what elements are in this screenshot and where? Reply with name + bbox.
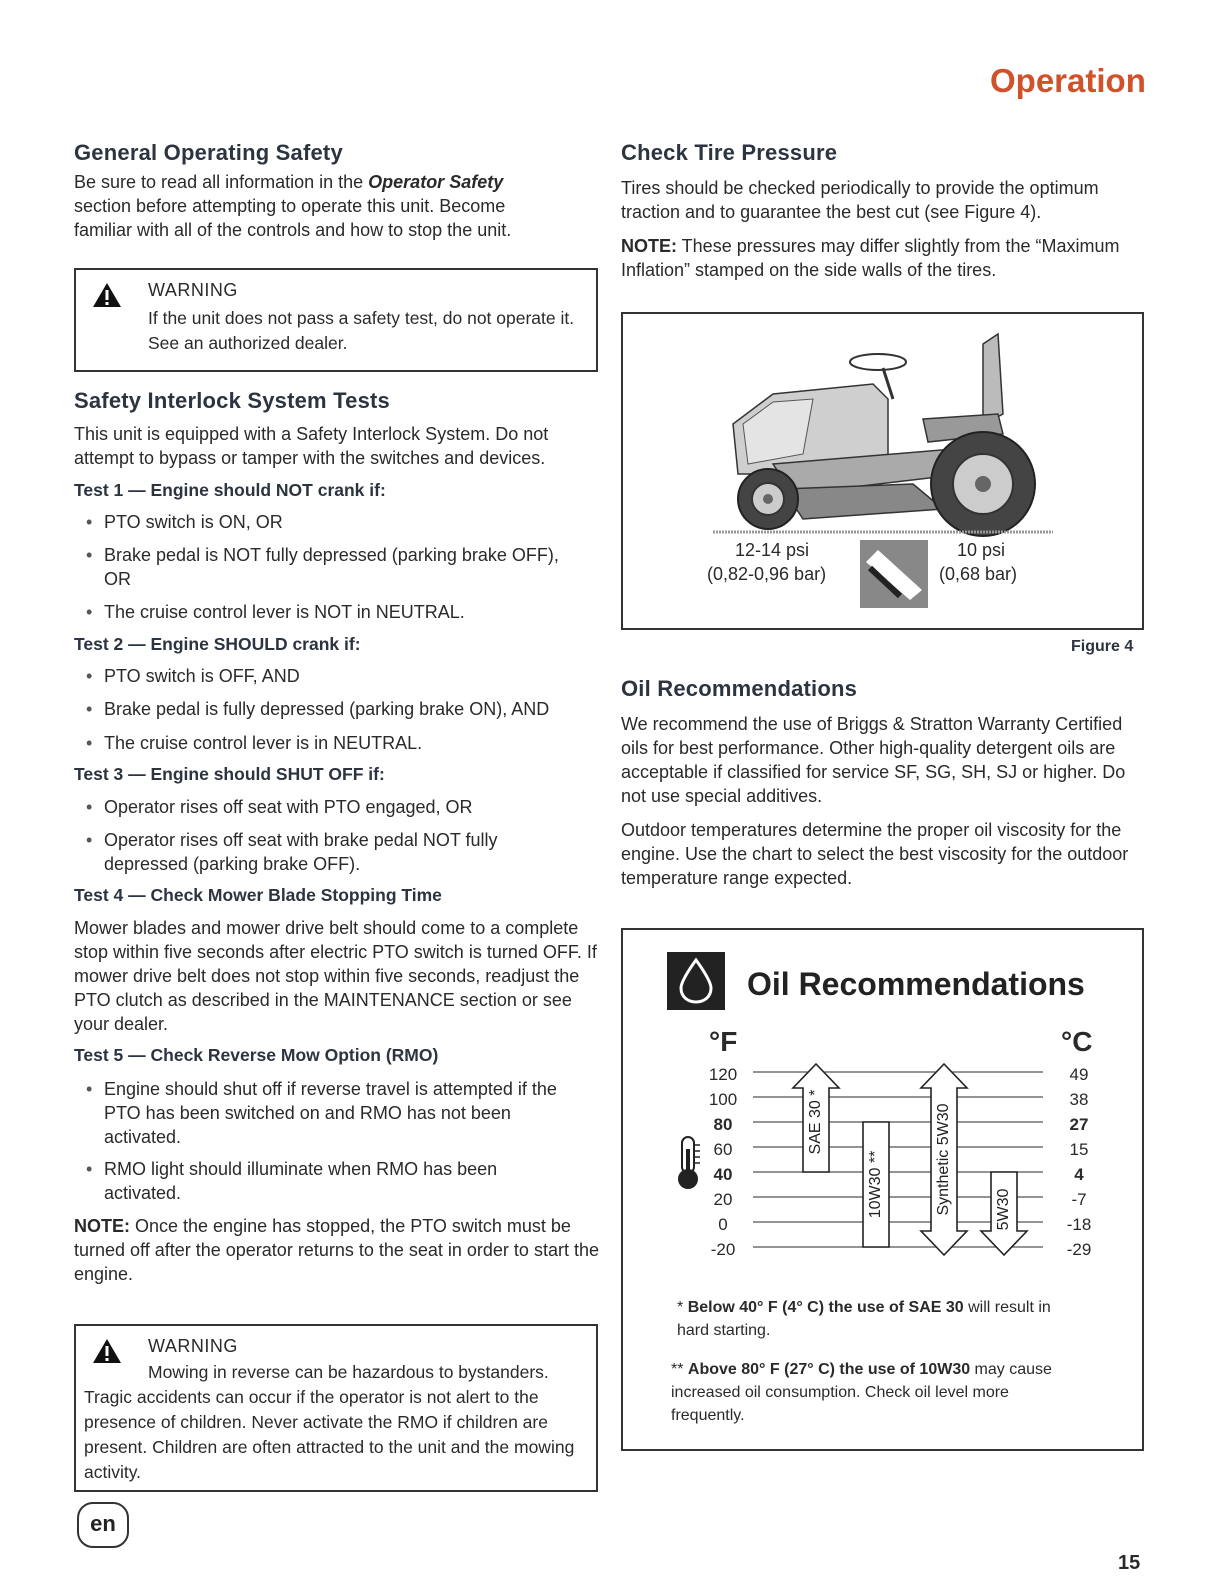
list-item: • The cruise control lever is in NEUTRAL.	[74, 731, 604, 755]
f-tick: 80	[713, 1115, 733, 1134]
figure-4-label: Figure 4	[1071, 638, 1134, 655]
oil-paragraph-1: We recommend the use of Briggs & Stratton Warranty Certified oils for best performance. Other high-quality detergent oils are acceptable if classified for service SF, SG, SH, SJ or higher. Do not use special additives.	[621, 714, 1126, 806]
interlock-intro: This unit is equipped with a Safety Interlock System. Do not attempt to bypass or tamper with the switches and devices.	[74, 424, 549, 468]
tire-pressure-text: Tires should be checked periodically to provide the optimum traction and to guarantee the best cut (see Figure 4).	[621, 178, 1099, 222]
footnote-1: * Below 40° F (4° C) the use of SAE 30 will result in hard starting.	[677, 1299, 1051, 1339]
c-tick: 27	[1069, 1115, 1089, 1134]
list-item: • Engine should shut off if reverse travel is attempted if the PTO has been switched on and RMO has not been activated.	[74, 1077, 584, 1149]
c-tick: -7	[1071, 1190, 1087, 1209]
f-tick: 20	[713, 1190, 733, 1209]
fahrenheit-unit: °F	[709, 1026, 738, 1057]
c-tick: 15	[1069, 1140, 1089, 1159]
test5-title: Test 5 — Check Reverse Mow Option (RMO)	[74, 1045, 439, 1065]
interlock-note: NOTE: Once the engine has stopped, the PTO switch must be turned off after the operator returns to the seat in order to start the engine.	[74, 1216, 599, 1284]
f-tick: 120	[708, 1065, 738, 1084]
thermometer-icon	[675, 1135, 701, 1191]
tire-pressure-title: Check Tire Pressure	[621, 140, 838, 165]
warning-2-text: Tragic accidents can occur if the operator is not alert to the presence of children. Never activate the RMO if children are present. Children are often attracted to the unit and the mowing activity.	[84, 1387, 575, 1482]
list-item: • Brake pedal is fully depressed (parking brake ON), AND	[74, 697, 634, 721]
oil-drop-icon	[667, 952, 725, 1010]
c-tick: 4	[1074, 1165, 1084, 1184]
test4-title: Test 4 — Check Mower Blade Stopping Time	[74, 885, 442, 905]
tire-pressure-note: NOTE: These pressures may differ slightly from the “Maximum Inflation” stamped on the side walls of the tires.	[621, 236, 1120, 280]
test3-title: Test 3 — Engine should SHUT OFF if:	[74, 764, 385, 784]
f-tick: 40	[713, 1165, 733, 1184]
test4-text: Mower blades and mower drive belt should come to a complete stop within five seconds after electric PTO switch is turned OFF. If mower drive belt does not stop within five seconds, readjust the PTO clutch as described in the MAINTENANCE section or see your dealer.	[74, 918, 597, 1034]
f-tick: -20	[710, 1240, 736, 1259]
c-tick: -29	[1066, 1240, 1092, 1259]
general-safety-title: General Operating Safety	[74, 140, 343, 165]
warning-box-1	[74, 268, 598, 372]
rear-tire-psi: 10 psi	[957, 540, 1006, 560]
rear-tire-bar: (0,68 bar)	[939, 564, 1018, 584]
page-number: 15	[1118, 1552, 1141, 1574]
list-item: • PTO switch is ON, OR	[74, 510, 604, 534]
oil-viscosity-chart	[753, 1062, 1053, 1272]
front-tire-psi: 12-14 psi	[735, 540, 810, 560]
warning-2-title: WARNING	[148, 1336, 238, 1356]
list-item: • The cruise control lever is NOT in NEUTRAL.	[74, 600, 604, 624]
list-item: • Operator rises off seat with brake pedal NOT fully depressed (parking brake OFF).	[74, 828, 584, 876]
warning-1-text: If the unit does not pass a safety test, do not operate it. See an authorized dealer.	[148, 308, 575, 353]
language-badge	[77, 1502, 129, 1548]
test1-title: Test 1 — Engine should NOT crank if:	[74, 480, 386, 500]
oil-range-label: 10W30 **	[867, 1150, 885, 1219]
page-section-title: Operation	[990, 62, 1146, 99]
list-item: • PTO switch is OFF, AND	[74, 664, 604, 688]
warning-2-text-first: Mowing in reverse can be hazardous to bystanders.	[148, 1362, 549, 1382]
tractor-illustration	[713, 324, 1053, 549]
oil-range-label: Synthetic 5W30	[935, 1103, 953, 1216]
oil-range-label: SAE 30 *	[807, 1089, 825, 1155]
f-tick: 60	[713, 1140, 733, 1159]
f-tick: 100	[708, 1090, 738, 1109]
oil-range-label: 5W30	[995, 1188, 1013, 1231]
f-tick: 0	[718, 1215, 728, 1234]
oil-paragraph-2: Outdoor temperatures determine the proper oil viscosity for the engine. Use the chart to select the best viscosity for the outdoor temperature range expected.	[621, 820, 1129, 888]
general-safety-text: Be sure to read all information in the Operator Safety section before attempting to operate this unit. Become familiar with all of the controls and how to stop the unit.	[74, 172, 512, 240]
language-badge-label: en	[90, 1511, 116, 1536]
warning-box-2	[74, 1324, 598, 1492]
oil-chart-box	[621, 928, 1144, 1451]
oil-title: Oil Recommendations	[621, 676, 858, 701]
c-tick: 38	[1069, 1090, 1089, 1109]
warning-1-title: WARNING	[148, 280, 238, 300]
oil-chart-title: Oil Recommendations	[747, 966, 1085, 1002]
list-item: • Operator rises off seat with PTO engaged, OR	[74, 795, 604, 819]
warning-icon	[92, 282, 122, 308]
list-item: • Brake pedal is NOT fully depressed (parking brake OFF), OR	[74, 543, 574, 591]
tire-gauge-icon	[860, 540, 928, 608]
figure-4-box	[621, 312, 1144, 630]
footnote-2: ** Above 80° F (27° C) the use of 10W30 may cause increased oil consumption. Check oil level more frequently.	[671, 1361, 1052, 1424]
front-tire-bar: (0,82-0,96 bar)	[707, 564, 827, 584]
list-item: • RMO light should illuminate when RMO has been activated.	[74, 1157, 574, 1205]
test2-title: Test 2 — Engine SHOULD crank if:	[74, 634, 361, 654]
interlock-title: Safety Interlock System Tests	[74, 388, 390, 413]
c-tick: -18	[1066, 1215, 1092, 1234]
warning-icon	[92, 1338, 122, 1364]
c-tick: 49	[1069, 1065, 1089, 1084]
celsius-unit: °C	[1061, 1026, 1093, 1057]
